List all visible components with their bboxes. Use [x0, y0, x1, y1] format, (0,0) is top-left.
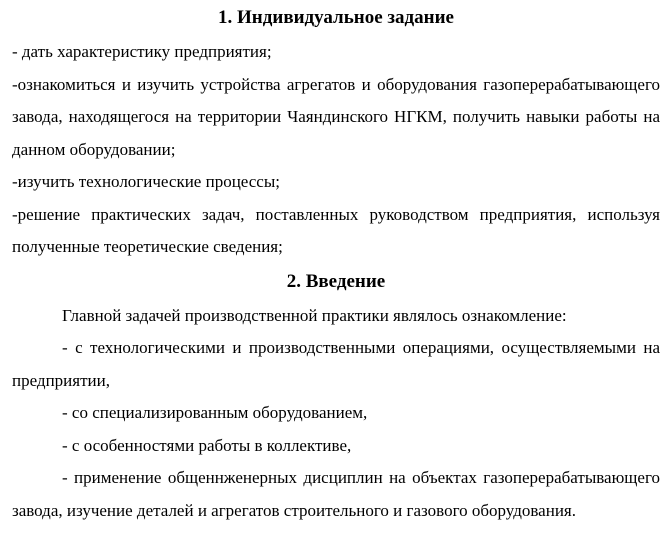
section2-item-2: - со специализированным оборудованием,: [62, 403, 368, 422]
section2-item-3: - с особенностями работы в коллективе,: [62, 435, 352, 455]
section1-item-4: -решение практических задач, поставленных руководством предприятия, используя полученные теоретические сведения;: [12, 204, 660, 256]
section2-intro: Главной задачей производственной практики являлось ознакомление:: [62, 305, 567, 325]
section2-item-4: - применение общеннженерных дисциплин на объектах газоперерабатывающего завода, изучение деталей и агрегатов строительного и газового оборудования.: [12, 468, 660, 520]
section1-item-3: -изучить технологические процессы;: [12, 172, 280, 191]
section1-item-2: -ознакомиться и изучить устройства агрегатов и оборудования газоперерабатывающего завода, находящегося на территории Чаяндинского НГКМ, получить навыки работы на данном оборудовании;: [12, 74, 660, 159]
section1-item-1: - дать характеристику предприятия;: [12, 42, 272, 61]
section1-heading: 1. Индивидуальное задание: [218, 7, 454, 28]
section2-item-1: - с технологическими и производственными операциями, осуществляемыми на предприятии,: [12, 338, 660, 390]
section2-heading: 2. Введение: [286, 270, 386, 292]
